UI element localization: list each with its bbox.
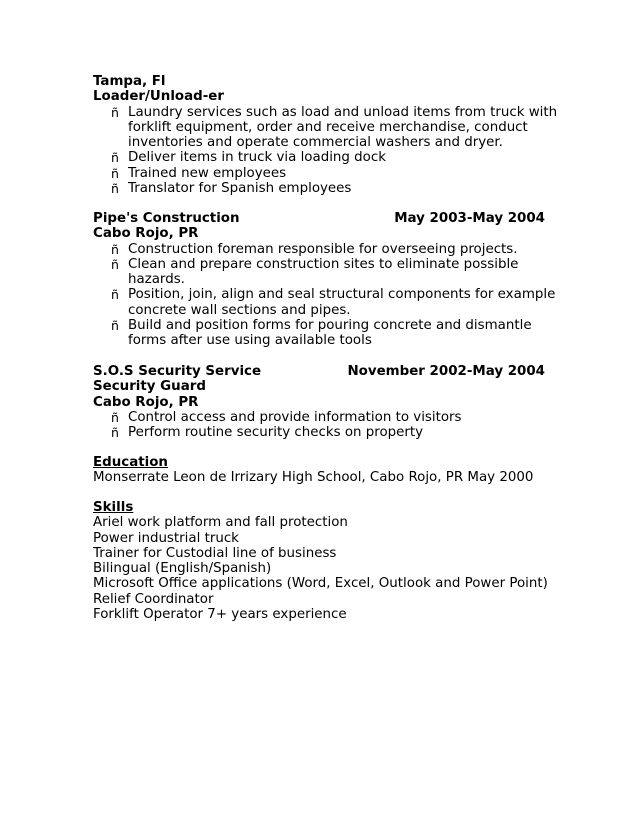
skill-item: Bilingual (English/Spanish) — [93, 561, 272, 577]
skill-item: Relief Coordinator — [93, 591, 214, 607]
bullet-text: Trained new employees — [128, 165, 287, 181]
bullet-text: concrete wall sections and pipes. — [128, 302, 351, 318]
bullet-text: Control access and provide information to visitors — [128, 409, 462, 425]
bullet-marker: ñ — [111, 165, 119, 181]
list-item — [93, 425, 553, 440]
education-heading: Education — [93, 455, 168, 470]
bullet-marker: ñ — [111, 425, 119, 441]
job-title: Security Guard — [93, 379, 206, 395]
job-dates: May 2003-May 2004 — [394, 211, 545, 226]
job-sos-security — [93, 364, 553, 440]
list-item — [93, 318, 553, 349]
list-item — [93, 150, 553, 165]
bullet-text: Build and position forms for pouring concrete and dismantle — [128, 318, 532, 334]
bullet-text: Construction foreman responsible for overseeing projects. — [128, 241, 518, 257]
job-bullet-list — [93, 410, 553, 441]
bullet-text: inventories and operate commercial washers and dryer. — [128, 135, 503, 151]
skill-item: Trainer for Custodial line of business — [93, 545, 337, 561]
job-location: Cabo Rojo, PR — [93, 226, 199, 242]
list-item — [93, 181, 553, 196]
skill-item: Microsoft Office applications (Word, Excel, Outlook and Power Point) — [93, 576, 548, 592]
bullet-text: forms after use using available tools — [128, 333, 372, 349]
job-header — [93, 211, 545, 226]
bullet-marker: ñ — [111, 104, 119, 120]
bullet-text: Laundry services such as load and unload items from truck with — [128, 104, 558, 120]
list-item — [93, 287, 556, 318]
bullet-text: forklift equipment, order and receive merchandise, conduct — [128, 119, 528, 135]
job-dates: November 2002-May 2004 — [347, 364, 545, 379]
job-bullet-list — [93, 104, 558, 197]
bullet-marker: ñ — [111, 409, 119, 425]
job-title: Loader/Unload-er — [93, 89, 224, 105]
bullet-marker: ñ — [111, 256, 119, 272]
list-item — [93, 104, 558, 151]
bullet-text: Perform routine security checks on property — [128, 425, 424, 441]
list-item — [93, 257, 553, 288]
bullet-text: Deliver items in truck via loading dock — [128, 150, 386, 166]
bullet-marker: ñ — [111, 150, 119, 166]
job-pipes-construction — [93, 211, 556, 349]
skill-item: Ariel work platform and fall protection — [93, 515, 348, 531]
job-company: Pipe's Construction — [93, 211, 240, 226]
bullet-text: Translator for Spanish employees — [128, 181, 352, 197]
job-bullet-list — [93, 241, 556, 349]
skills-section — [93, 500, 553, 622]
job-location: Cabo Rojo, PR — [93, 394, 199, 410]
bullet-marker: ñ — [111, 318, 119, 334]
list-item — [93, 410, 553, 425]
job-company: S.O.S Security Service — [93, 364, 262, 379]
job-location: Tampa, Fl — [93, 74, 166, 89]
job-tampa — [93, 74, 558, 197]
bullet-text: Position, join, align and seal structural components for example — [128, 287, 556, 303]
bullet-marker: ñ — [111, 181, 119, 197]
skills-heading: Skills — [93, 500, 134, 515]
bullet-marker: ñ — [111, 241, 119, 257]
job-header — [93, 364, 545, 379]
list-item — [93, 242, 553, 257]
list-item — [93, 166, 553, 181]
skill-item: Forklift Operator 7+ years experience — [93, 607, 347, 623]
education-section — [93, 455, 553, 486]
education-entry: Monserrate Leon de Irrizary High School, Cabo Rojo, PR May 2000 — [93, 470, 534, 486]
bullet-marker: ñ — [111, 287, 119, 303]
skill-item: Power industrial truck — [93, 530, 239, 546]
bullet-text: Clean and prepare construction sites to eliminate possible — [128, 256, 519, 272]
bullet-text: hazards. — [128, 272, 185, 288]
